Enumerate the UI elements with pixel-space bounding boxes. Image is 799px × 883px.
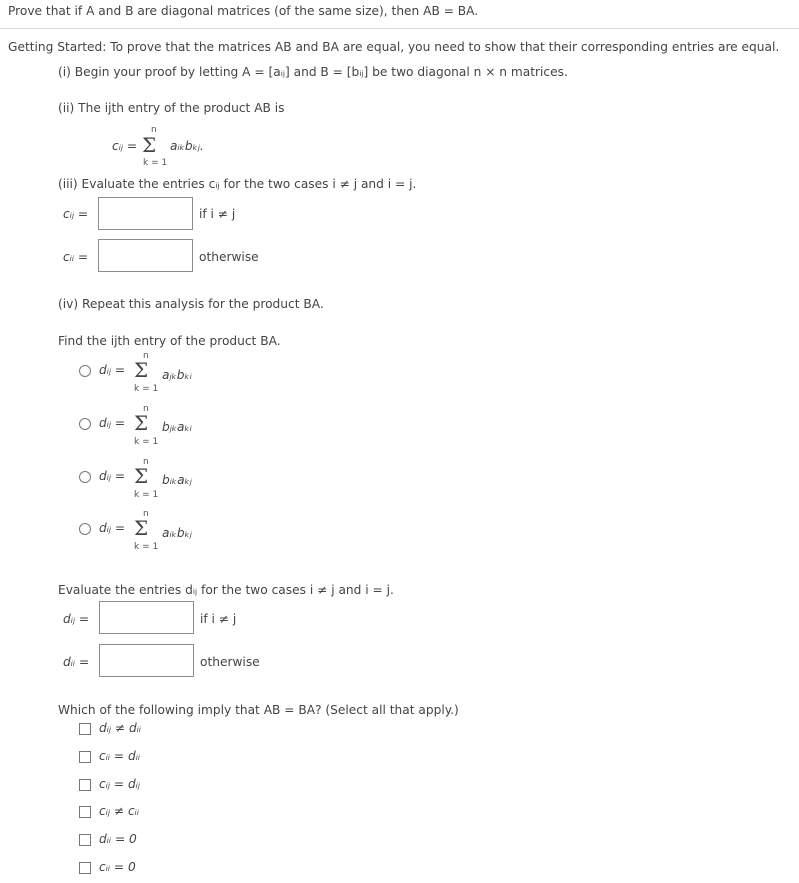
d-ii-answer-input[interactable] [99, 644, 194, 677]
imply-prompt: Which of the following imply that AB = BA? (Select all that apply.) [58, 703, 459, 717]
option-term: bⱼₖaₖᵢ [162, 420, 192, 434]
option-label: cᵢⱼ = dᵢⱼ [99, 777, 141, 791]
option-lhs: dᵢⱼ = [99, 363, 126, 377]
sum-lower-limit: k = 1 [134, 542, 159, 552]
checkbox[interactable] [79, 779, 91, 791]
sigma-icon: Σ [134, 464, 149, 488]
case-label: cᵢⱼ = [63, 207, 89, 221]
step-ii-text: (ii) The ijth entry of the product AB is [58, 101, 285, 115]
radio-button[interactable] [79, 471, 91, 483]
case-condition: if i ≠ j [200, 612, 237, 626]
step-i-text: (i) Begin your proof by letting A = [aᵢⱼ] and B = [bᵢⱼ] be two diagonal n × n matrices. [58, 65, 568, 79]
case-condition: otherwise [200, 655, 260, 669]
c-ii-answer-input[interactable] [98, 239, 193, 272]
case-label: dᵢⱼ = [63, 612, 90, 626]
option-label: cᵢᵢ = dᵢᵢ [99, 749, 141, 763]
sum-upper-limit: n [143, 457, 149, 467]
case-condition: if i ≠ j [199, 207, 236, 221]
evaluate-d-prompt: Evaluate the entries dᵢⱼ for the two cases i ≠ j and i = j. [58, 583, 394, 597]
formula-lhs: cᵢⱼ = [112, 139, 138, 153]
sum-lower-limit: k = 1 [143, 158, 168, 168]
problem-statement: Prove that if A and B are diagonal matrices (of the same size), then AB = BA. [8, 4, 479, 18]
option-label: dᵢⱼ ≠ dᵢᵢ [99, 721, 142, 735]
sigma-icon: Σ [142, 133, 157, 157]
option-term: aᵢₖbₖⱼ [162, 526, 192, 540]
case-condition: otherwise [199, 250, 259, 264]
d-ij-answer-input[interactable] [99, 601, 194, 634]
step-iii-text: (iii) Evaluate the entries cᵢⱼ for the two cases i ≠ j and i = j. [58, 177, 417, 191]
sigma-icon: Σ [134, 358, 149, 382]
option-term: aⱼₖbₖᵢ [162, 368, 192, 382]
case-label: dᵢᵢ = [63, 655, 90, 669]
option-label: dᵢᵢ = 0 [99, 832, 137, 846]
case-label: cᵢᵢ = [63, 250, 89, 264]
sum-upper-limit: n [151, 125, 157, 135]
checkbox[interactable] [79, 806, 91, 818]
checkbox[interactable] [79, 862, 91, 874]
radio-button[interactable] [79, 418, 91, 430]
formula-term: aᵢₖbₖⱼ. [170, 139, 204, 153]
getting-started-text: Getting Started: To prove that the matrices AB and BA are equal, you need to show that their corresponding entries are equal. [8, 40, 780, 54]
checkbox[interactable] [79, 834, 91, 846]
find-ba-entry-prompt: Find the ijth entry of the product BA. [58, 334, 281, 348]
option-lhs: dᵢⱼ = [99, 521, 126, 535]
sum-upper-limit: n [143, 509, 149, 519]
sigma-icon: Σ [134, 516, 149, 540]
sum-upper-limit: n [143, 351, 149, 361]
option-lhs: dᵢⱼ = [99, 469, 126, 483]
sigma-icon: Σ [134, 411, 149, 435]
sum-lower-limit: k = 1 [134, 437, 159, 447]
sum-upper-limit: n [143, 404, 149, 414]
option-label: cᵢᵢ = 0 [99, 860, 136, 874]
radio-button[interactable] [79, 523, 91, 535]
divider [0, 28, 799, 29]
checkbox[interactable] [79, 723, 91, 735]
checkbox[interactable] [79, 751, 91, 763]
step-iv-text: (iv) Repeat this analysis for the product BA. [58, 297, 324, 311]
radio-button[interactable] [79, 365, 91, 377]
sum-lower-limit: k = 1 [134, 384, 159, 394]
c-ij-answer-input[interactable] [98, 197, 193, 230]
sum-lower-limit: k = 1 [134, 490, 159, 500]
option-label: cᵢⱼ ≠ cᵢᵢ [99, 804, 140, 818]
option-lhs: dᵢⱼ = [99, 416, 126, 430]
option-term: bᵢₖaₖⱼ [162, 473, 192, 487]
